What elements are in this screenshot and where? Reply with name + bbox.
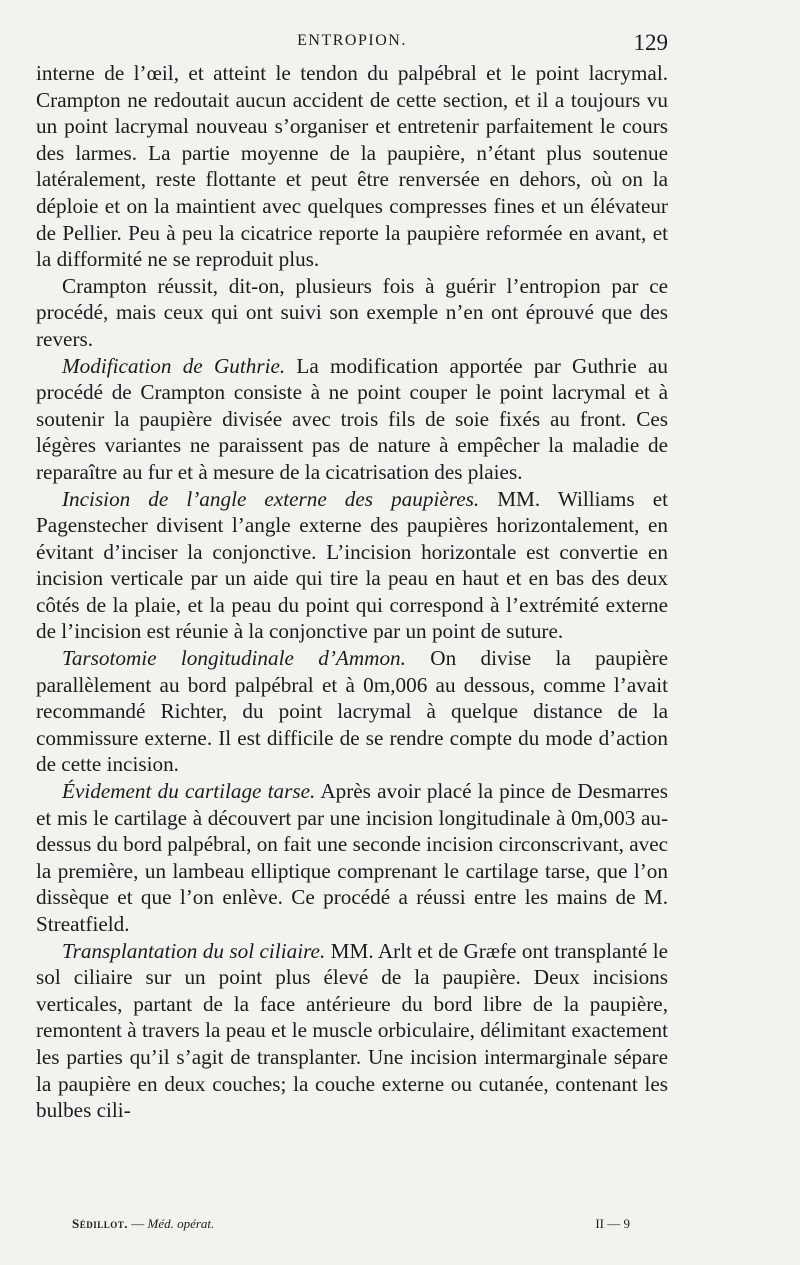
paragraph-lead: Incision de l’angle externe des paupières. xyxy=(62,486,480,511)
page-number: 129 xyxy=(633,30,668,55)
footer-dash: — xyxy=(128,1216,148,1231)
paragraph-text: La modification apportée par Guthrie au procédé de Crampton consiste à ne point couper le point lacrymal et à soutenir la paupière divisée avec trois fils de soie fixés au front. Ces légères variantes ne paraissent pas de nature à empêcher la maladie de reparaître au fur et à mesure de la cicatrisation des plaies. xyxy=(36,353,668,484)
paragraph xyxy=(36,938,668,1124)
paragraph-lead: Modification de Guthrie. xyxy=(62,353,286,378)
footer-work: Méd. opérat. xyxy=(147,1216,215,1231)
page-footer xyxy=(72,1216,630,1236)
footer-citation xyxy=(72,1216,214,1232)
paragraph xyxy=(36,60,668,273)
paragraph-lead: Tarsotomie longitudinale d’Ammon. xyxy=(62,646,406,671)
footer-author: Sédillot. xyxy=(72,1216,128,1231)
paragraph xyxy=(36,486,668,646)
signature-mark: II — 9 xyxy=(595,1216,630,1231)
paragraph xyxy=(36,353,668,486)
paragraph-lead: Transplantation du sol ciliaire. xyxy=(62,938,326,963)
paragraph-text: MM. Arlt et de Græfe ont transplanté le sol ciliaire sur un point plus élevé de la paupière. Deux incisions verticales, partant de la face antérieure du bord libre de la paupière, remontent à travers la peau et le muscle orbiculaire, délimitant exactement les parties qu’il s’agit de transplanter. Une incision intermarginale sépare la paupière en deux couches; la couche externe ou cutanée, contenant les bulbes cili- xyxy=(36,938,668,1123)
paragraph-lead: Évidement du cartilage tarse. xyxy=(62,779,316,804)
paragraph xyxy=(36,273,668,353)
running-title: ENTROPION. xyxy=(297,32,407,49)
paragraph-text: Après avoir placé la pince de Desmarres et mis le cartilage à découvert par une incision longitudinale à 0m,003 au-dessus du bord palpébral, on fait une seconde incision circonscrivant, avec la première, un lambeau elliptique comprenant le cartilage tarse, que l’on dissèque et que l’on enlève. Ce procédé a réussi entre les mains de M. Streatfield. xyxy=(36,779,668,936)
paragraph-text: interne de l’œil, et atteint le tendon du palpébral et le point lacrymal. Crampton ne redoutait aucun accident de cette section, et il a toujours vu un point lacrymal nouveau s’organiser et entretenir parfaitement le cours des larmes. La partie moyenne de la paupière, n’étant plus soutenue latéralement, reste flottante et peut être renversée en dehors, où on la déploie et on la maintient avec quelques compresses fines et un élévateur de Pellier. Peu à peu la cicatrice reporte la paupière reformée en avant, et la difformité ne se reproduit plus. xyxy=(36,61,668,272)
running-head xyxy=(36,30,668,58)
paragraph-text: On divise la paupière parallèlement au bord palpébral et à 0m,006 au dessous, comme l’avait recommandé Richter, du point lacrymal à quelque distance de la commissure externe. Il est difficile de se rendre compte du mode d’action de cette incision. xyxy=(36,646,669,777)
paragraph xyxy=(36,645,668,778)
body-text xyxy=(36,60,668,1124)
paragraph-text: Crampton réussit, dit-on, plusieurs fois à guérir l’entropion par ce procédé, mais ceux qui ont suivi son exemple n’en ont éprouvé que des revers. xyxy=(36,273,668,351)
paragraph xyxy=(36,778,668,938)
paragraph-text: MM. Williams et Pagenstecher divisent l’angle externe des paupières horizontalement, en évitant d’inciser la conjonctive. L’incision horizontale est convertie en incision verticale par un aide qui tire la peau en haut et en bas des deux côtés de la plaie, et la peau du point qui correspond à l’extrémité externe de l’incision est réunie à la conjonctive par un point de suture. xyxy=(36,486,668,644)
